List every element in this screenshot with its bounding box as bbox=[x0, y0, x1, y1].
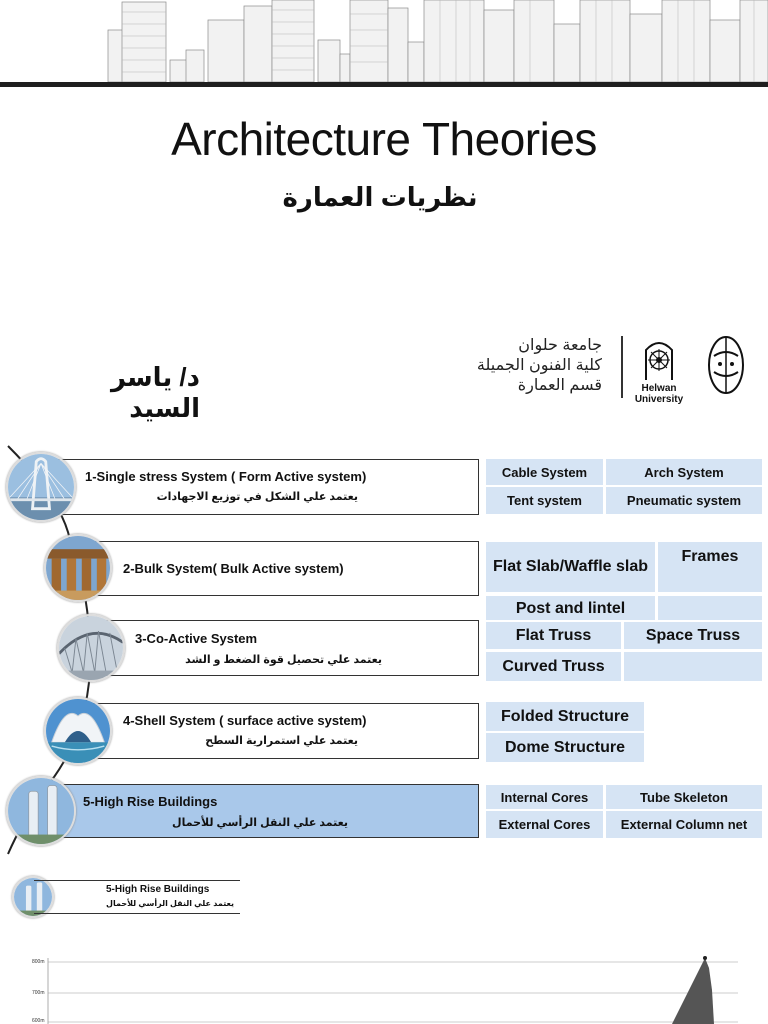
cell-external-column-net: External Column net bbox=[606, 811, 762, 838]
cable-bridge-photo bbox=[6, 452, 76, 522]
system-2-label: 2-Bulk System( Bulk Active system) bbox=[123, 561, 344, 576]
system-1-description: يعتمد علي الشكل في توزيع الاجهادات bbox=[156, 491, 358, 503]
shell-building-photo bbox=[44, 697, 112, 765]
system-2-box bbox=[82, 541, 479, 596]
cell-frames: Frames bbox=[658, 542, 762, 592]
cell-cable-system: Cable System bbox=[486, 459, 603, 485]
cell-tent-system: Tent system bbox=[486, 487, 603, 514]
height-comparison-chart bbox=[0, 950, 768, 1024]
towers-photo bbox=[6, 776, 76, 846]
system-1-box bbox=[54, 459, 479, 515]
helwan-logo-line2: University bbox=[634, 394, 684, 405]
system-5-description: يعتمد علي النقل الرأسي للأحمال bbox=[172, 817, 348, 829]
cell-external-cores: External Cores bbox=[486, 811, 603, 838]
system-3-label: 3-Co-Active System bbox=[135, 631, 258, 646]
system-3-description: يعتمد علي تحصيل قوة الضغط و الشد bbox=[185, 654, 382, 666]
chart-tick-label: 600m bbox=[32, 1018, 45, 1024]
cell-curved-truss: Curved Truss bbox=[486, 652, 621, 681]
cell-arch-system: Arch System bbox=[606, 459, 762, 485]
cell-tube-skeleton: Tube Skeleton bbox=[606, 785, 762, 809]
system-5-label: 5-High Rise Buildings bbox=[83, 794, 218, 809]
faculty-line: كلية الفنون الجميلة bbox=[476, 357, 602, 374]
cell-pneumatic-system: Pneumatic system bbox=[606, 487, 762, 514]
mini-slide-label: 5-High Rise Buildings bbox=[106, 884, 210, 895]
truss-roof-photo bbox=[57, 614, 125, 682]
cell-space-truss: Space Truss bbox=[624, 622, 762, 649]
cell-flat-slab: Flat Slab/Waffle slab bbox=[486, 542, 655, 592]
chart-tick-label: 700m bbox=[32, 990, 45, 996]
cell-co-active-empty bbox=[624, 652, 762, 681]
cell-internal-cores: Internal Cores bbox=[486, 785, 603, 809]
system-4-label: 4-Shell System ( surface active system) bbox=[123, 713, 367, 728]
system-4-box bbox=[82, 703, 479, 759]
page-subtitle-arabic: نظريات العمارة bbox=[282, 182, 478, 212]
header-rule bbox=[0, 82, 768, 87]
chart-tick-label: 800m bbox=[32, 959, 45, 965]
cell-folded-structure: Folded Structure bbox=[486, 702, 644, 731]
system-5-box bbox=[54, 784, 479, 838]
department-line: قسم العمارة bbox=[517, 377, 602, 394]
mini-slide-box bbox=[34, 880, 240, 914]
cell-dome-structure: Dome Structure bbox=[486, 733, 644, 762]
skyline-banner bbox=[0, 0, 768, 88]
helwan-logo-text bbox=[628, 383, 690, 405]
cell-bulk-empty bbox=[658, 596, 762, 620]
logo-divider bbox=[621, 336, 623, 398]
mini-slide-description: يعتمد علي النقل الرأسي للأحمال bbox=[106, 899, 234, 908]
post-lintel-temple-photo bbox=[44, 534, 112, 602]
university-line: جامعة حلوان bbox=[518, 337, 602, 354]
helwan-logo-line1: Helwan bbox=[641, 383, 677, 394]
page-title: Architecture Theories bbox=[171, 113, 597, 165]
university-name-block bbox=[452, 336, 602, 396]
system-3-box bbox=[94, 620, 479, 676]
author-name: د/ ياسر السيد bbox=[110, 362, 200, 423]
system-1-label: 1-Single stress System ( Form Active system) bbox=[85, 469, 367, 484]
cell-flat-truss: Flat Truss bbox=[486, 622, 621, 649]
cell-post-and-lintel: Post and lintel bbox=[486, 596, 655, 620]
system-4-description: يعتمد علي استمرارية السطح bbox=[205, 735, 358, 747]
architecture-department-logo-icon bbox=[706, 334, 746, 396]
